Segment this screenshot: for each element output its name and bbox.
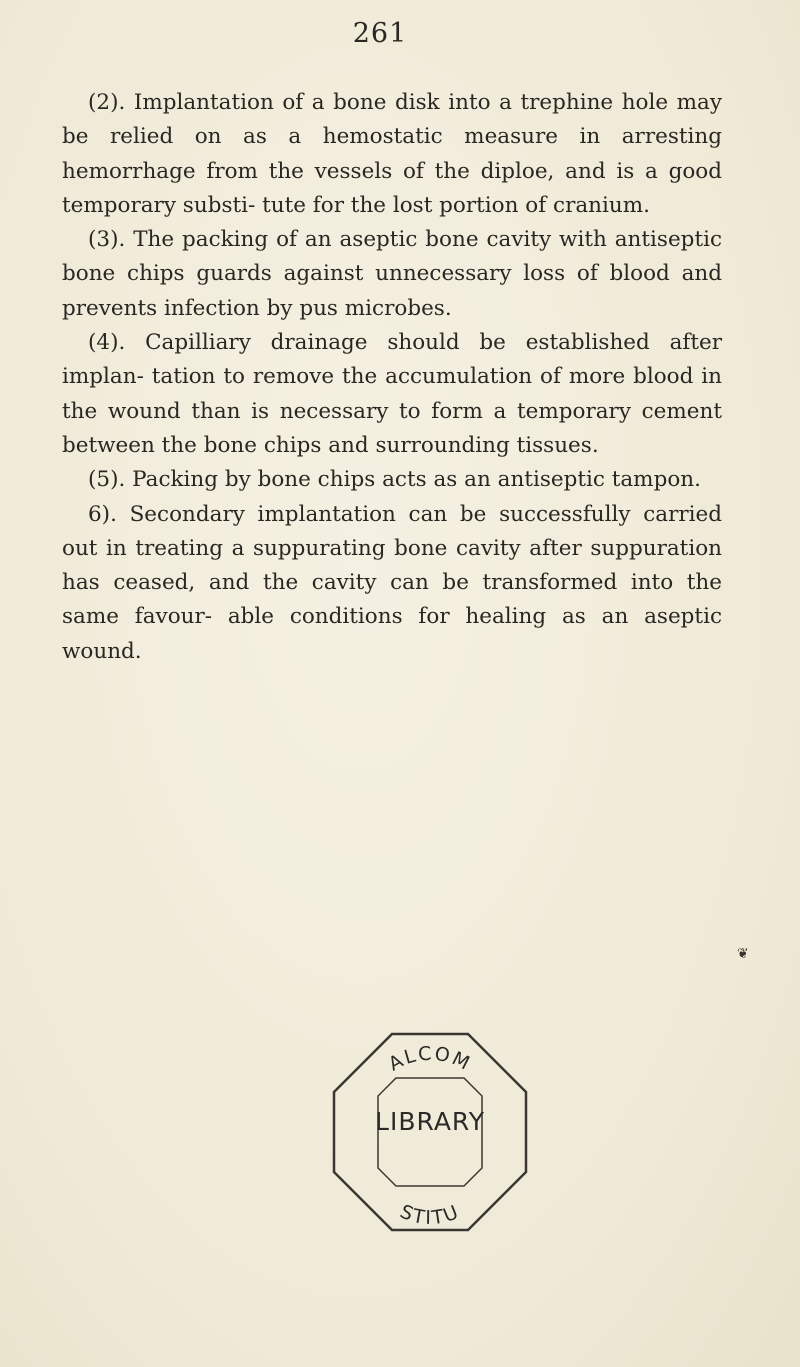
stamp-ring-bottom: STITU — [396, 1200, 464, 1230]
paragraph-5: (5). Packing by bone chips acts as an antiseptic tampon. — [88, 467, 701, 493]
svg-text:STITU — [397, 1201, 463, 1230]
stamp-ring-top: ALCOM — [384, 1042, 475, 1076]
paragraph-3: (3). The packing of an aseptic bone cavity with antiseptic bone chips guards against unnecessary loss of blood and prevents infection by pus microbes. — [62, 227, 722, 321]
body-text — [62, 86, 722, 669]
paragraph-4: (4). Capilliary drainage should be established after implan- tation to remove the accumulation of more blood in the wound than is necessary to form a temporary cement between the bone chips and surrounding tissues. — [62, 330, 722, 458]
stamp-label: LIBRARY — [375, 1107, 485, 1136]
page-number: 261 — [352, 18, 408, 49]
svg-text:ALCOM — [385, 1043, 475, 1076]
paragraph-2: (2). Implantation of a bone disk into a trephine hole may be relied on as a hemostatic measure in arresting hemorrhage from the vessels of the diploe, and is a good temporary substi- tute for the lost portion of cranium. — [62, 90, 722, 218]
stray-ink-mark: ❦ — [737, 946, 749, 962]
paragraph-6: 6). Secondary implantation can be successfully carried out in treating a suppurating bone cavity after suppuration has ceased, and the cavity can be transformed into the same favour- able conditions for healing as an aseptic wound. — [62, 501, 722, 664]
library-stamp — [326, 1028, 534, 1236]
